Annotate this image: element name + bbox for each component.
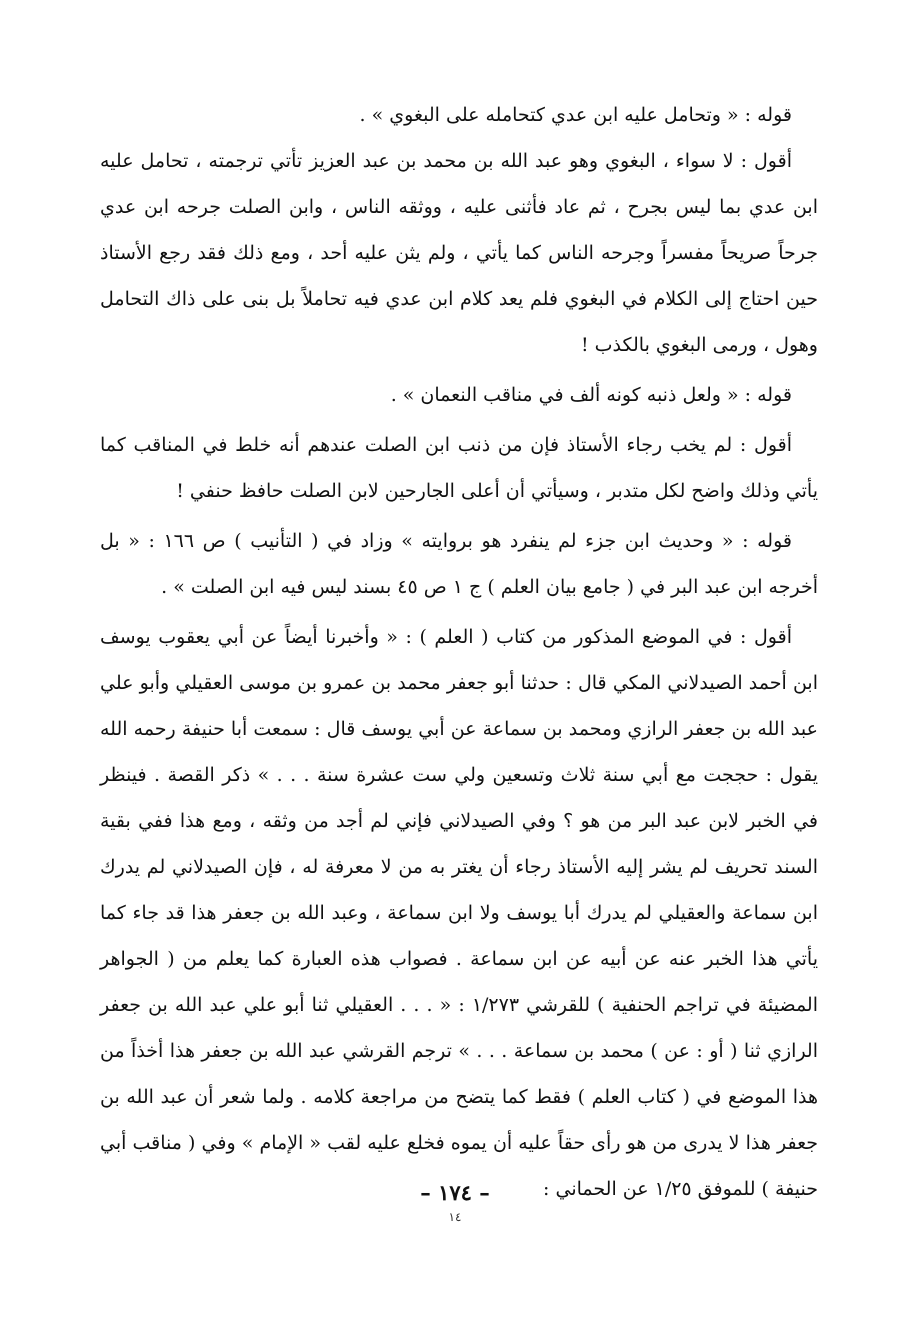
- page-mark: ١٤: [448, 1210, 462, 1224]
- paragraph-reply-2: أقول : لم يخب رجاء الأستاذ فإن من ذنب ابن الصلت عندهم أنه خلط في المناقب كما يأتي وذلك واضح لكل متدبر ، وسيأتي أن أعلى الجارحين لابن الصلت حافظ حنفي !: [100, 434, 818, 502]
- paragraph-quote-3: قوله : « وحديث ابن جزء لم ينفرد هو بروايته » وزاد في ( التأنيب ) ص ١٦٦ : « بل أخرجه ابن عبد البر في ( جامع بيان العلم ) ج ١ ص ٤٥ بسند ليس فيه ابن الصلت » .: [100, 530, 818, 598]
- paragraph-quote-2: قوله : « ولعل ذنبه كونه ألف في مناقب النعمان » .: [390, 384, 792, 406]
- body-text: [100, 92, 818, 1212]
- page-number: – ١٧٤ –: [420, 1180, 490, 1205]
- paragraph-quote-1: قوله : « وتحامل عليه ابن عدي كتحامله على البغوي » .: [359, 104, 792, 126]
- paragraph-reply-3: أقول : في الموضع المذكور من كتاب ( العلم ) : « وأخبرنا أيضاً عن أبي يعقوب يوسف ابن أحمد الصيدلاني المكي قال : حدثنا أبو جعفر محمد بن عمرو بن موسى العقيلي وأبو علي عبد الله بن جعفر الرازي ومحمد بن سماعة عن أبي يوسف قال : سمعت أبا حنيفة رحمه الله يقول : حججت مع أبي سنة ثلاث وتسعين ولي ست عشرة سنة . . . » ذكر القصة . فينظر في الخبر لابن عبد البر من هو ؟ وفي الصيدلاني فإني لم أجد من وثقه ، ومع هذا ففي بقية السند تحريف لم يشر إليه الأستاذ رجاء أن يغتر به من لا معرفة له ، فإن الصيدلاني لم يدرك ابن سماعة والعقيلي لم يدرك أبا يوسف ولا ابن سماعة ، وعبد الله بن جعفر هذا قد جاء كما يأتي هذا الخبر عنه عن أبيه عن ابن سماعة . فصواب هذه العبارة كما يعلم من ( الجواهر المضيئة في تراجم الحنفية ) للقرشي ١/٢٧٣ : « . . . العقيلي ثنا أبو علي عبد الله بن جعفر الرازي ثنا ( أو : عن ) محمد بن سماعة . . . » ترجم القرشي عبد الله بن جعفر هذا أخذاً من هذا الموضع في ( كتاب العلم ) فقط كما يتضح من مراجعة كلامه . ولما شعر أن عبد الله بن جعفر هذا لا يدرى من هو رأى حقاً عليه أن يموه فخلع عليه لقب « الإمام » وفي ( مناقب أبي حنيفة ) للموفق ١/٢٥ عن الحماني :: [100, 626, 819, 1200]
- paragraph-reply-1: أقول : لا سواء ، البغوي وهو عبد الله بن محمد بن عبد العزيز تأتي ترجمته ، تحامل عليه ابن عدي بما ليس بجرح ، ثم عاد فأثنى عليه ، ووثقه الناس ، وابن الصلت جرحه ابن عدي جرحاً صريحاً مفسراً وجرحه الناس كما يأتي ، ولم يثن عليه أحد ، ومع ذلك فقد رجع الأستاذ حين احتاج إلى الكلام في البغوي فلم يعد كلام ابن عدي فيه تحاملاً بل بنى على ذاك التحامل وهول ، ورمى البغوي بالكذب !: [100, 150, 818, 356]
